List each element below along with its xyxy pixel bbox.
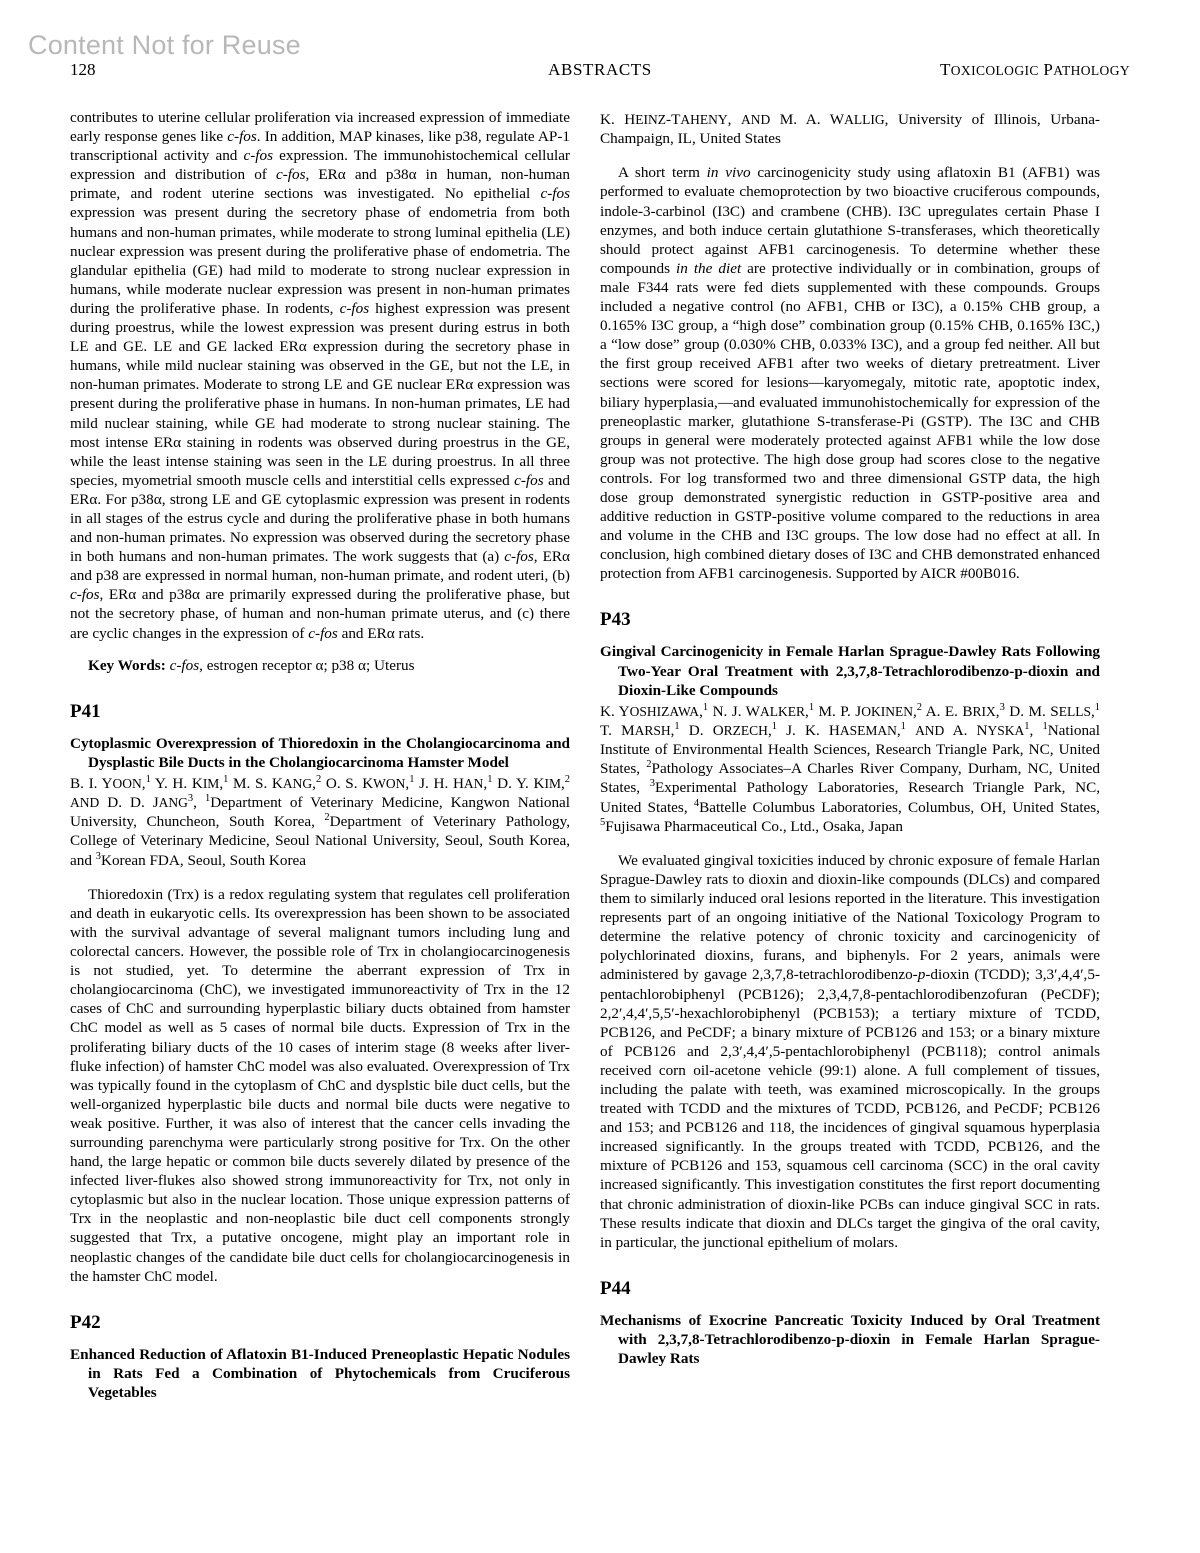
abstract-authors-p42: K. HEINZ-TAHENY, AND M. A. WALLIG, University of Illinois, Urbana-Champaign, IL, United States	[600, 111, 1100, 148]
abstract-number-p43: P43	[600, 609, 631, 631]
left-column	[70, 108, 570, 1404]
header-center-title: ABSTRACTS	[548, 60, 652, 79]
right-column	[600, 108, 1100, 1370]
keywords-line: Key Words: c-fos, estrogen receptor α; p38 α; Uterus	[88, 656, 415, 674]
keywords-label: Key Words:	[88, 656, 166, 674]
abstract-authors-p41: B. I. YOON,$^1$ Y. H. KIM,$^1$ M. S. KANG,$^2$ O. S. KWON,$^1$ J. H. HAN,$^1$ D. Y. KIM,$^2$ AND D. D. JANG$^3$, $^1$Department of Veterinary Medicine, Kangwon National University, Chuncheon, South Korea, $^2$Department of Veterinary Pathology, College of Veterinary Medicine, Seoul National University, Seoul, South Korea, and $^3$Korean FDA, Seoul, South Korea	[70, 774, 570, 869]
page-header	[70, 60, 1130, 84]
two-column-body	[70, 108, 1130, 1508]
abstract-title-p42: Enhanced Reduction of Aflatoxin B1-Induced Preneoplastic Hepatic Nodules in Rats Fed a Combination of Phytochemicals from Cruciferous Vegetables	[70, 1345, 570, 1402]
abstract-title-p44: Mechanisms of Exocrine Pancreatic Toxicity Induced by Oral Treatment with 2,3,7,8-Tetrachlorodibenzo-p-dioxin in Female Harlan Sprague-Dawley Rats	[600, 1311, 1100, 1368]
watermark-text: Content Not for Reuse	[28, 30, 301, 60]
abstract-authors-p43: K. YOSHIZAWA,$^1$ N. J. WALKER,$^1$ M. P. JOKINEN,$^2$ A. E. BRIX,$^3$ D. M. SELLS,$^1$ T. MARSH,$^1$ D. ORZECH,$^1$ J. K. HASEMAN,$^1$ AND A. NYSKA$^1$, $^1$National Institute of Environmental Health Sciences, Research Triangle Park, NC, United States, $^2$Pathology Associates–A Charles River Company, Durham, NC, United States, $^3$Experimental Pathology Laboratories, Research Triangle Park, NC, United States, $^4$Battelle Columbus Laboratories, Columbus, OH, United States, $^5$Fujisawa Pharmaceutical Co., Ltd., Osaka, Japan	[600, 701, 1101, 835]
abstract-body-p43: We evaluated gingival toxicities induced by chronic exposure of female Harlan Sprague-Dawley rats to dioxin and dioxin-like compounds (DLCs) and compared them to similarly induced oral lesions reported in the literature. This investigation represents part of an ongoing initiative of the National Toxicology Program to determine the relative potency of chronic toxicity and carcinogenicity of polychlorinated dioxins, furans, and biphenyls. For 2 years, animals were administered by gavage 2,3,7,8-tetrachlorodibenzo-p-dioxin (TCDD); 3,3′,4,4′,5-pentachlorobiphenyl (PCB126); 2,3,4,7,8-pentachlorodibenzofuran (PeCDF); 2,2′,4,4′,5,5′-hexachlorobiphenyl (PCB153); a tertiary mixture of TCDD, PCB126, and PeCDF; a binary mixture of PCB126 and 153; or a binary mixture of PCB126 and 2,3′,4,4′,5-pentachlorobiphenyl (PCB118); control animals received corn oil-acetone vehicle (99:1) alone. A full complement of tissues, including the palate with teeth, was examined microscopically. In the groups treated with TCDD and the mixtures of TCDD, PCB126, and PeCDF; PCB126 and 153; and PCB126 and 118, the incidences of gingival squamous hyperplasia increased significantly. In the groups treated with TCDD, PCB126, and the mixture of PCB126 and 153, squamous cell carcinoma (SCC) in the oral cavity increased significantly. This investigation constitutes the first report documenting that chronic administration of dioxin-like PCBs can induce gingival SCC in rats. These results indicate that dioxin and DLCs target the gingiva of the oral cavity, in particular, the junctional epithelium of molars.	[600, 851, 1100, 1251]
abstract-title-p43: Gingival Carcinogenicity in Female Harlan Sprague-Dawley Rats Following Two-Year Oral Treatment with 2,3,7,8-Tetrachlorodibenzo-p-dioxin and Dioxin-Like Compounds	[600, 643, 1100, 699]
abstract-number-p44: P44	[600, 1277, 631, 1299]
continued-abstract-paragraph: contributes to uterine cellular proliferation via increased expression of immediate early response genes like c-fos. In addition, MAP kinases, like p38, regulate AP-1 transcriptional activity and c-fos expression. The immunohistochemical cellular expression and distribution of c-fos, ERα and p38α in human, non-human primate, and rodent uterine sections was investigated. No epithelial c-fos expression was present during the secretory phase of endometria from both humans and non-human primates, while moderate to strong luminal epithelia (LE) nuclear expression was present during the proliferative phase of endometria. The glandular epithelia (GE) had mild to moderate to strong nuclear expression in humans, while moderate nuclear expression was present in non-human primates during the proliferative phase. In rodents, c-fos highest expression was present during proestrus, while the lowest expression was present during estrus in both LE and GE. LE and GE lacked ERα expression during the secretory phase in humans, while mild nuclear staining was observed in the GE, but not the LE, in non-human primates. Moderate to strong LE and GE nuclear ERα expression was present during the proliferative phase in humans. In non-human primates, LE had mild nuclear staining, while GE had moderate to strong nuclear staining. The most intense ERα staining in rodents was observed during proestrus in the GE, while the least intense staining was seen in the LE during proestrus. In all three species, myometrial smooth muscle cells and interstitial cells expressed c-fos and ERα. For p38α, strong LE and GE cytoplasmic expression was present in rodents in all stages of the estrus cycle and during the proliferative phase in both humans and non-human primates. No expression was observed during the secretory phase in both humans and non-human primates. The work suggests that (a) c-fos, ERα and p38 are expressed in normal human, non-human primate, and rodent uteri, (b) c-fos, ERα and p38α are primarily expressed during the proliferative phase, but not the secretory phase, of human and non-human primate uterus, and (c) there are cyclic changes in the expression of c-fos and ERα rats.	[70, 109, 571, 642]
abstract-body-p42: A short term in vivo carcinogenicity study using aflatoxin B1 (AFB1) was performed to evaluate chemoprotection by two bioactive cruciferous compounds, indole-3-carbinol (I3C) and crambene (CHB). I3C upregulates certain Phase I enzymes, and both induce certain glutathione S-transferases, which theoretically should protect against AFB1 carcinogenesis. To determine whether these compounds in the diet are protective individually or in combination, groups of male F344 rats were fed diets supplemented with these compounds. Groups included a negative control (no AFB1, CHB or I3C), a 0.15% CHB group, a 0.165% I3C group, a “high dose” combination group (0.15% CHB, 0.165% I3C,) a “low dose” group (0.030% CHB, 0.033% I3C), and a group fed neither. All but the first group received AFB1 after two weeks of dietary pretreatment. Liver sections were scored for lesions—karyomegaly, mitotic rate, apoptotic index, biliary hyperplasia,—and evaluated immunohistochemically for expression of the preneoplastic marker, glutathione S-transferase-Pi (GSTP). The I3C and CHB groups in general were moderately protected against AFB1 while the low dose group was not protective. The high dose group had scores close to the negative controls. For log transformed two and three dimensional GSTP data, the high dose group demonstrated synergistic reduction in GSTP-positive area and additive reduction in GSTP-positive volume compared to the reductions in area and volume in the CHB and I3C groups. The low dose had no effect at all. In conclusion, high combined dietary doses of I3C and CHB demonstrated enhanced protection from AFB1 carcinogenesis. Supported by AICR #00B016.	[600, 164, 1100, 583]
abstract-number-p42: P42	[70, 1311, 101, 1333]
abstract-title-p41: Cytoplasmic Overexpression of Thioredoxin in the Cholangiocarcinoma and Dysplastic Bile Ducts in the Cholangiocarcinoma Hamster Model	[70, 734, 570, 771]
abstract-body-p41: Thioredoxin (Trx) is a redox regulating system that regulates cell proliferation and death in eukaryotic cells. Its overexpression has been shown to be associated with the survival advantage of several malignant tumors including lung and colorectal cancers. However, the possible role of Trx in cholangiocarcinogenesis is not studied, yet. To determine the aberrant expression of Trx in cholangiocarcinoma (ChC), we investigated immunoreactivity of Trx in the 12 cases of ChC and surrounding hyperplastic biliary ducts obtained from hamster ChC model as well as 5 cases of normal bile ducts. Expression of Trx in the proliferating biliary ducts of the 10 cases of interim stage (8 weeks after liver-fluke infection) of hamster ChC model was also evaluated. Overexpression of Trx was typically found in the cytoplasm of ChC and dysplstic bile duct cells, but the well-organized hyperplastic bile ducts and normal bile ducts were negative to weak positive. Further, it was also of interest that the cancer cells invading the surrounding parenchyma were particularly strong positive for Trx. On the other hand, the large hepatic or common bile ducts severely dilated by presence of the infected liver-flukes also showed strong immunoreactivity for Trx, not only in cytoplasmic but also in the nuclear location. Those unique expression patterns of Trx in the neoplastic and non-neoplastic bile duct cell components strongly suggested that Trx, a putative oncogene, might play an important role in neoplastic changes of the candidate bile duct cells for cholangiocarcinogenesis in the hamster ChC model.	[70, 885, 570, 1285]
page-number: 128	[70, 60, 96, 79]
abstract-number-p41: P41	[70, 700, 101, 722]
header-journal-title: TOXICOLOGIC PATHOLOGY	[939, 60, 1130, 79]
